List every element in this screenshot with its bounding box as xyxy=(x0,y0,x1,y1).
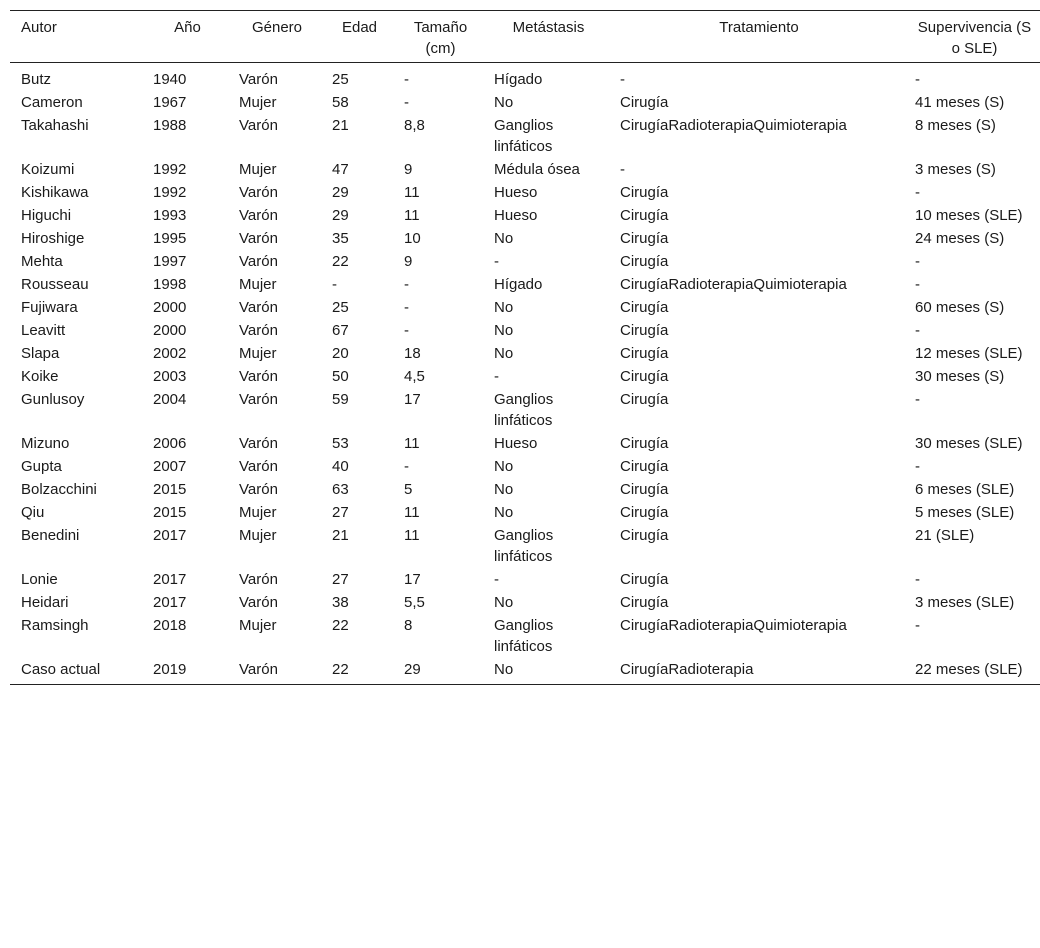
cell-anio: 2004 xyxy=(153,391,187,408)
cell-autor: Fujiwara xyxy=(21,299,78,316)
cell-anio: 1992 xyxy=(153,161,187,178)
cell-tratamiento: Cirugía xyxy=(620,322,669,339)
cell-genero: Varón xyxy=(239,322,278,339)
cell-tratamiento: - xyxy=(620,71,625,88)
cell-anio: 2017 xyxy=(153,527,187,544)
cell-metastasis: - xyxy=(494,571,499,588)
cell-edad: 58 xyxy=(332,94,349,111)
cell-anio: 1995 xyxy=(153,230,187,247)
cell-genero: Mujer xyxy=(239,527,277,544)
cell-genero: Mujer xyxy=(239,617,277,634)
cell-tratamiento: Cirugía xyxy=(620,299,669,316)
table-row xyxy=(10,478,1040,501)
cell-autor: Rousseau xyxy=(21,276,89,293)
cell-autor: Cameron xyxy=(21,94,83,111)
table-row xyxy=(10,568,1040,591)
cell-metastasis: No xyxy=(494,504,514,521)
table-row xyxy=(10,388,1040,432)
cell-genero: Mujer xyxy=(239,94,277,111)
cell-genero: Varón xyxy=(239,117,278,134)
cell-supervivencia: 10 meses (SLE) xyxy=(915,207,1023,224)
table-row xyxy=(10,204,1040,227)
cell-edad: 50 xyxy=(332,368,349,385)
cell-metastasis: - xyxy=(494,253,499,270)
cell-tamano: 11 xyxy=(404,184,420,201)
cell-supervivencia: 21 (SLE) xyxy=(915,527,975,544)
cell-autor: Ramsingh xyxy=(21,617,89,634)
cell-supervivencia: - xyxy=(915,253,920,270)
cell-supervivencia: 24 meses (S) xyxy=(915,230,1005,247)
cell-metastasis: Médula ósea xyxy=(494,161,580,178)
cell-tamano: 29 xyxy=(404,661,421,678)
cell-metastasis: Hígado xyxy=(494,71,543,88)
table-row xyxy=(10,296,1040,319)
cell-anio: 2017 xyxy=(153,594,187,611)
cell-edad: 22 xyxy=(332,617,349,634)
cell-edad: 21 xyxy=(332,117,349,134)
cell-metastasis: No xyxy=(494,322,514,339)
cell-supervivencia: 6 meses (SLE) xyxy=(915,481,1015,498)
cell-autor: Takahashi xyxy=(21,117,89,134)
table-row xyxy=(10,432,1040,455)
header-row xyxy=(10,11,1040,63)
cell-tamano: 8 xyxy=(404,617,413,634)
cell-autor: Koike xyxy=(21,368,59,385)
cell-autor: Butz xyxy=(21,71,52,88)
cell-tamano: - xyxy=(404,71,409,88)
cell-supervivencia: - xyxy=(915,184,920,201)
cell-edad: - xyxy=(332,276,337,293)
cell-supervivencia: - xyxy=(915,276,920,293)
cell-tamano: - xyxy=(404,299,409,316)
cell-metastasis: No xyxy=(494,94,514,111)
cell-metastasis: No xyxy=(494,345,514,362)
cell-autor: Qiu xyxy=(21,504,45,521)
cell-tratamiento: Cirugía xyxy=(620,504,669,521)
table-row xyxy=(10,273,1040,296)
cell-tamano: 9 xyxy=(404,253,413,270)
cell-anio: 2000 xyxy=(153,322,187,339)
cell-anio: 1998 xyxy=(153,276,187,293)
cell-tratamiento: CirugíaRadioterapiaQuimioterapia xyxy=(620,617,847,634)
cell-tratamiento: Cirugía xyxy=(620,594,669,611)
cell-anio: 2006 xyxy=(153,435,187,452)
cell-genero: Mujer xyxy=(239,276,277,293)
cell-supervivencia: - xyxy=(915,71,920,88)
cell-supervivencia: 60 meses (S) xyxy=(915,299,1005,316)
cell-anio: 2015 xyxy=(153,481,187,498)
header-edad: Edad xyxy=(341,19,378,36)
cell-genero: Mujer xyxy=(239,345,277,362)
cell-supervivencia: 3 meses (SLE) xyxy=(915,594,1015,611)
cell-genero: Varón xyxy=(239,481,278,498)
table-row xyxy=(10,365,1040,388)
cell-autor: Hiroshige xyxy=(21,230,85,247)
cell-metastasis: No xyxy=(494,594,514,611)
cell-anio: 2019 xyxy=(153,661,187,678)
cell-edad: 40 xyxy=(332,458,349,475)
cell-tamano: 4,5 xyxy=(404,368,425,385)
cell-tratamiento: Cirugía xyxy=(620,207,669,224)
cell-edad: 21 xyxy=(332,527,349,544)
cell-genero: Varón xyxy=(239,299,278,316)
cell-genero: Varón xyxy=(239,391,278,408)
cell-edad: 59 xyxy=(332,391,349,408)
cell-metastasis: Ganglios linfáticos xyxy=(494,391,554,429)
table-row xyxy=(10,250,1040,273)
cell-metastasis: No xyxy=(494,458,514,475)
cell-supervivencia: 22 meses (SLE) xyxy=(915,661,1023,678)
cell-anio: 2015 xyxy=(153,504,187,521)
cell-anio: 2007 xyxy=(153,458,187,475)
cell-supervivencia: 41 meses (S) xyxy=(915,94,1005,111)
table-row xyxy=(10,181,1040,204)
table-row xyxy=(10,591,1040,614)
cell-tratamiento: CirugíaRadioterapiaQuimioterapia xyxy=(620,276,847,293)
cell-autor: Higuchi xyxy=(21,207,72,224)
cell-metastasis: Ganglios linfáticos xyxy=(494,527,554,565)
cell-tratamiento: Cirugía xyxy=(620,345,669,362)
header-autor: Autor xyxy=(21,19,57,36)
cell-tamano: 5,5 xyxy=(404,594,425,611)
cell-tratamiento: Cirugía xyxy=(620,184,669,201)
cell-supervivencia: - xyxy=(915,391,920,408)
cell-tamano: 11 xyxy=(404,527,420,544)
cell-supervivencia: 12 meses (SLE) xyxy=(915,345,1023,362)
cell-tratamiento: Cirugía xyxy=(620,458,669,475)
cell-tamano: 11 xyxy=(404,435,420,452)
table-row xyxy=(10,524,1040,568)
cell-tamano: 18 xyxy=(404,345,421,362)
cell-tratamiento: CirugíaRadioterapia xyxy=(620,661,754,678)
table-row xyxy=(10,319,1040,342)
cell-genero: Varón xyxy=(239,594,278,611)
cell-edad: 20 xyxy=(332,345,349,362)
cell-anio: 1940 xyxy=(153,71,187,88)
cell-edad: 53 xyxy=(332,435,349,452)
cell-metastasis: - xyxy=(494,368,499,385)
cell-edad: 35 xyxy=(332,230,349,247)
cell-autor: Bolzacchini xyxy=(21,481,97,498)
table-row xyxy=(10,63,1040,92)
cell-anio: 2002 xyxy=(153,345,187,362)
cell-supervivencia: - xyxy=(915,458,920,475)
cell-edad: 25 xyxy=(332,71,349,88)
table-row xyxy=(10,658,1040,685)
cell-metastasis: No xyxy=(494,661,514,678)
cell-edad: 63 xyxy=(332,481,349,498)
cell-metastasis: No xyxy=(494,299,514,316)
cell-supervivencia: - xyxy=(915,571,920,588)
cell-supervivencia: - xyxy=(915,322,920,339)
cell-supervivencia: 3 meses (S) xyxy=(915,161,996,178)
cell-autor: Benedini xyxy=(21,527,80,544)
cell-genero: Varón xyxy=(239,207,278,224)
cell-tamano: 11 xyxy=(404,207,420,224)
cell-metastasis: Hígado xyxy=(494,276,543,293)
cell-anio: 1997 xyxy=(153,253,187,270)
cell-genero: Varón xyxy=(239,571,278,588)
cell-autor: Koizumi xyxy=(21,161,75,178)
cell-tamano: 17 xyxy=(404,571,421,588)
cell-genero: Mujer xyxy=(239,161,277,178)
cell-anio: 1992 xyxy=(153,184,187,201)
cell-tamano: 8,8 xyxy=(404,117,425,134)
cell-edad: 27 xyxy=(332,571,349,588)
cell-metastasis: Ganglios linfáticos xyxy=(494,617,554,655)
header-metastasis: Metástasis xyxy=(512,19,585,36)
cell-autor: Slapa xyxy=(21,345,60,362)
cell-autor: Caso actual xyxy=(21,661,101,678)
table-row xyxy=(10,501,1040,524)
cell-metastasis: Hueso xyxy=(494,184,538,201)
cell-genero: Varón xyxy=(239,458,278,475)
cell-edad: 22 xyxy=(332,253,349,270)
cell-tamano: 9 xyxy=(404,161,413,178)
cell-metastasis: No xyxy=(494,481,514,498)
table-body xyxy=(10,63,1040,685)
cell-anio: 2000 xyxy=(153,299,187,316)
cell-tamano: - xyxy=(404,276,409,293)
cell-metastasis: Ganglios linfáticos xyxy=(494,117,554,155)
cell-edad: 38 xyxy=(332,594,349,611)
cell-genero: Mujer xyxy=(239,504,277,521)
cell-metastasis: No xyxy=(494,230,514,247)
cell-genero: Varón xyxy=(239,368,278,385)
cell-autor: Leavitt xyxy=(21,322,66,339)
cell-edad: 47 xyxy=(332,161,349,178)
header-tamano: Tamaño (cm) xyxy=(413,19,468,57)
table-row xyxy=(10,227,1040,250)
cell-autor: Mizuno xyxy=(21,435,70,452)
cell-tamano: 11 xyxy=(404,504,420,521)
cell-genero: Varón xyxy=(239,71,278,88)
cell-tamano: 5 xyxy=(404,481,413,498)
table-row xyxy=(10,91,1040,114)
header-genero: Género xyxy=(251,19,303,36)
cell-edad: 67 xyxy=(332,322,349,339)
cell-tratamiento: Cirugía xyxy=(620,481,669,498)
table-row xyxy=(10,614,1040,658)
cell-autor: Gupta xyxy=(21,458,62,475)
cell-edad: 29 xyxy=(332,184,349,201)
cell-metastasis: Hueso xyxy=(494,435,538,452)
cell-supervivencia: - xyxy=(915,617,920,634)
cell-tratamiento: Cirugía xyxy=(620,253,669,270)
cell-anio: 1993 xyxy=(153,207,187,224)
cell-genero: Varón xyxy=(239,230,278,247)
cell-metastasis: Hueso xyxy=(494,207,538,224)
cell-genero: Varón xyxy=(239,253,278,270)
cell-anio: 1988 xyxy=(153,117,187,134)
cell-edad: 27 xyxy=(332,504,349,521)
cell-autor: Lonie xyxy=(21,571,58,588)
cell-genero: Varón xyxy=(239,184,278,201)
cell-tamano: - xyxy=(404,322,409,339)
cell-tratamiento: Cirugía xyxy=(620,571,669,588)
cell-tamano: - xyxy=(404,458,409,475)
header-supervivencia: Supervivencia (S o SLE) xyxy=(917,19,1032,57)
cases-table xyxy=(10,10,1040,685)
cell-autor: Kishikawa xyxy=(21,184,89,201)
cell-tratamiento: Cirugía xyxy=(620,435,669,452)
header-tratamiento: Tratamiento xyxy=(719,19,799,36)
table-row xyxy=(10,158,1040,181)
cell-supervivencia: 30 meses (S) xyxy=(915,368,1005,385)
cell-tratamiento: Cirugía xyxy=(620,230,669,247)
cell-edad: 25 xyxy=(332,299,349,316)
cell-tratamiento: Cirugía xyxy=(620,391,669,408)
cell-anio: 1967 xyxy=(153,94,187,111)
table-row xyxy=(10,114,1040,158)
cell-genero: Varón xyxy=(239,435,278,452)
cell-edad: 22 xyxy=(332,661,349,678)
cell-genero: Varón xyxy=(239,661,278,678)
table-row xyxy=(10,342,1040,365)
cell-anio: 2003 xyxy=(153,368,187,385)
table-row xyxy=(10,455,1040,478)
cell-tamano: - xyxy=(404,94,409,111)
cell-tamano: 10 xyxy=(404,230,421,247)
cell-tratamiento: Cirugía xyxy=(620,368,669,385)
cell-tratamiento: - xyxy=(620,161,625,178)
cell-supervivencia: 8 meses (S) xyxy=(915,117,996,134)
cell-supervivencia: 30 meses (SLE) xyxy=(915,435,1023,452)
cell-tratamiento: CirugíaRadioterapiaQuimioterapia xyxy=(620,117,847,134)
cell-autor: Gunlusoy xyxy=(21,391,85,408)
cell-autor: Mehta xyxy=(21,253,63,270)
header-anio: Año xyxy=(174,19,201,36)
cell-edad: 29 xyxy=(332,207,349,224)
cell-tamano: 17 xyxy=(404,391,421,408)
cell-anio: 2018 xyxy=(153,617,187,634)
cell-autor: Heidari xyxy=(21,594,69,611)
cell-supervivencia: 5 meses (SLE) xyxy=(915,504,1015,521)
cell-tratamiento: Cirugía xyxy=(620,527,669,544)
cell-anio: 2017 xyxy=(153,571,187,588)
cell-tratamiento: Cirugía xyxy=(620,94,669,111)
